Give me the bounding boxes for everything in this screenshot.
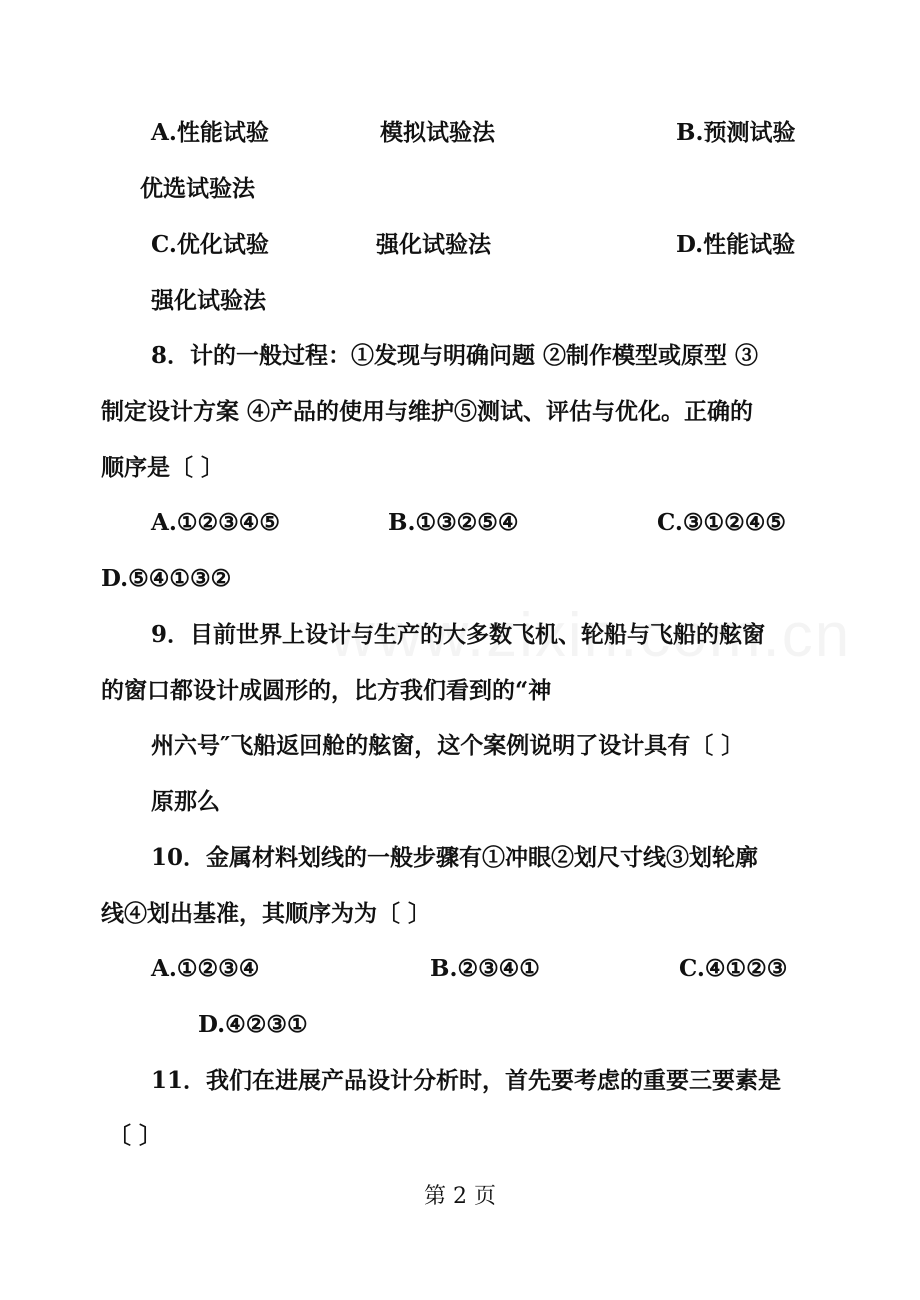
q7-option-d-suffix: 强化试验法 (151, 287, 266, 314)
q7-option-d-label: D.性能试验 (676, 231, 796, 258)
q7-option-c-suffix: 强化试验法 (376, 231, 491, 258)
q10-option-c: C.④①②③ (679, 955, 788, 982)
q10-option-d: D.④②③① (198, 1011, 308, 1038)
q8-option-c: C.③①②④⑤ (657, 509, 787, 536)
q11-stem-line-1: 11．我们在进展产品设计分析时，首先要考虑的重要三要素是 (151, 1067, 782, 1094)
q7-option-b-suffix: 优选试验法 (140, 175, 255, 202)
q8-option-d: D.⑤④①③② (101, 565, 232, 592)
q10-stem-line-2: 线④划出基准，其顺序为为〔 〕 (101, 900, 432, 927)
q7-option-a-suffix: 模拟试验法 (380, 119, 495, 146)
q8-option-b: B.①③②⑤④ (388, 509, 519, 536)
q9-stem-line-4: 原那么 (151, 788, 220, 815)
q8-stem-line-2: 制定设计方案 ④产品的使用与维护⑤测试、评估与优化。正确的 (101, 398, 754, 425)
q11-stem-line-2: 〔 〕 (108, 1122, 163, 1149)
q10-option-b: B.②③④① (430, 955, 540, 982)
q10-option-a: A.①②③④ (151, 955, 260, 982)
q10-stem-line-1: 10．金属材料划线的一般步骤有①冲眼②划尺寸线③划轮廓 (151, 844, 759, 871)
q7-option-a-label: A.性能试验 (151, 119, 269, 146)
q7-option-c-label: C.优化试验 (151, 231, 269, 258)
q8-option-a: A.①②③④⑤ (151, 509, 280, 536)
q9-stem-line-2: 的窗口都设计成圆形的，比方我们看到的“神 (101, 677, 552, 704)
page-number: 第 2 页 (424, 1184, 496, 1209)
q9-stem-line-1: 9．目前世界上设计与生产的大多数飞机、轮船与飞船的舷窗 (151, 621, 766, 648)
q8-stem-line-3: 顺序是〔 〕 (101, 454, 225, 481)
q7-option-b-label: B.预测试验 (676, 119, 796, 146)
q9-stem-line-3: 州六号″飞船返回舱的舷窗，这个案例说明了设计具有〔 〕 (151, 732, 745, 759)
q8-stem-line-1: 8．计的一般过程：①发现与明确问题 ②制作模型或原型 ③ (151, 342, 759, 369)
